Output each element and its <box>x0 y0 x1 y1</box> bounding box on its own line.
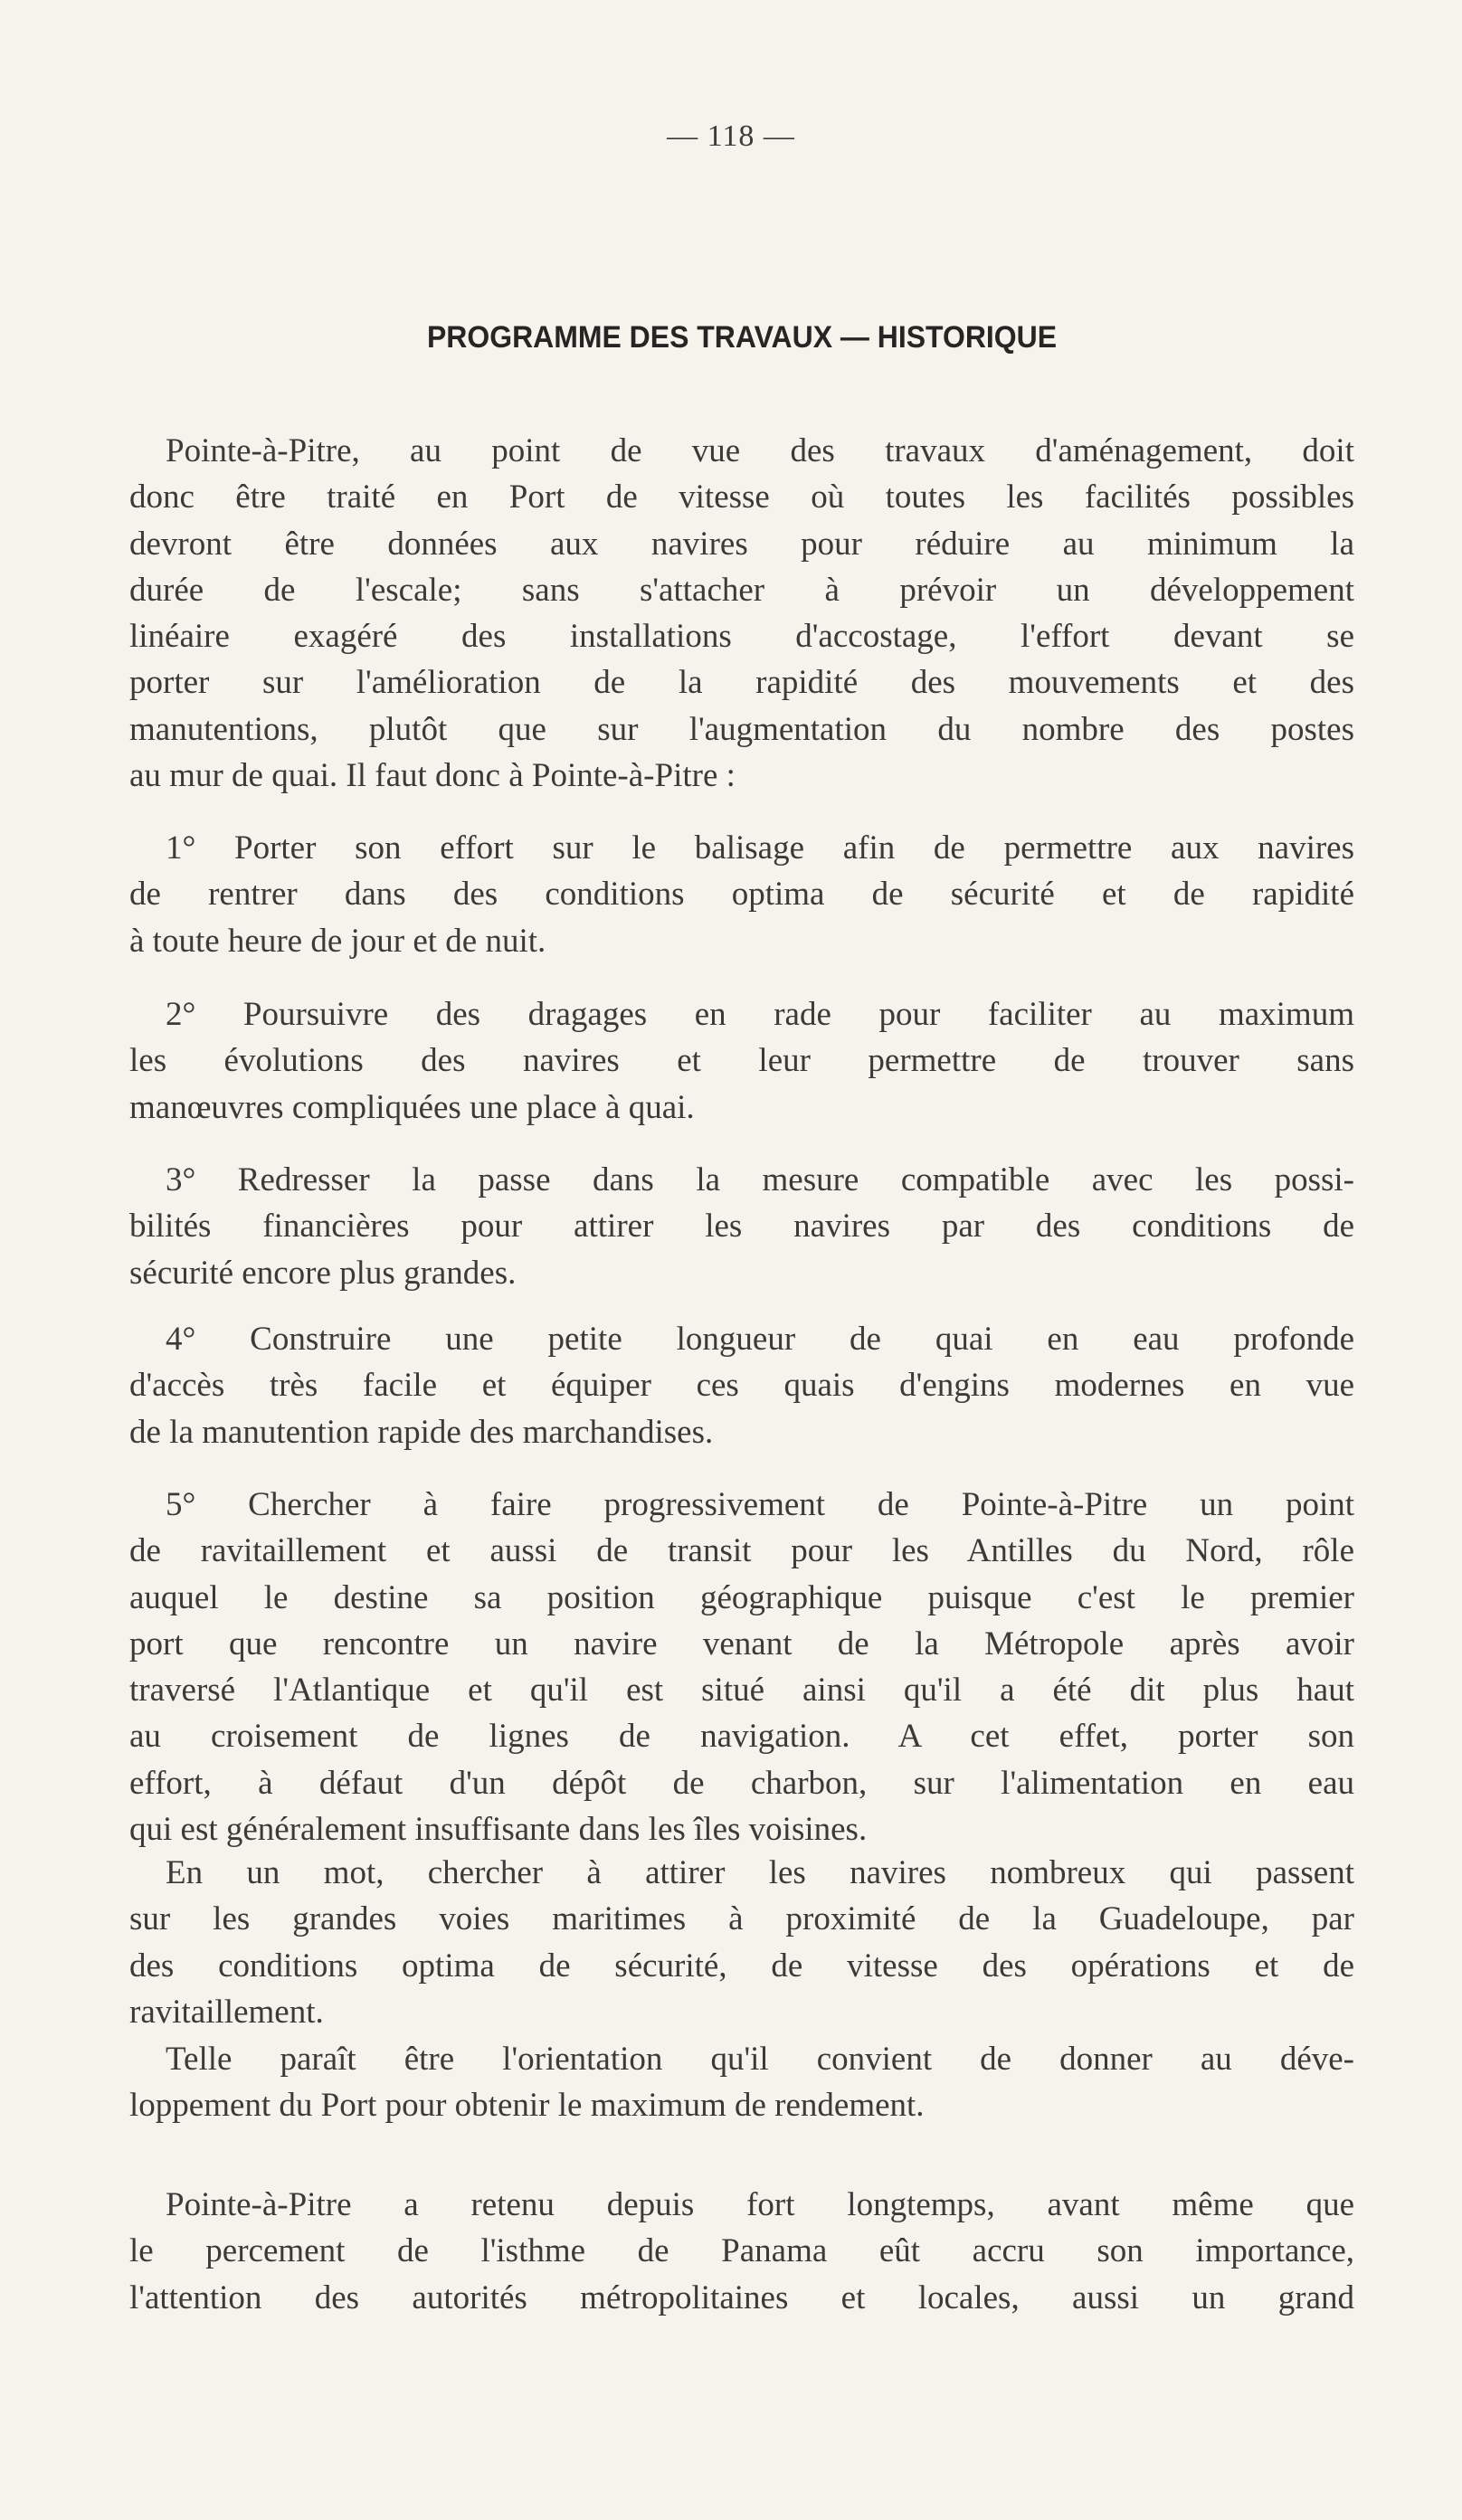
text-line: En un mot, chercher à attirer les navires nombreux qui passent <box>166 1854 1354 1891</box>
text-line: traversé l'Atlantique et qu'il est situé ainsi qu'il a été dit plus haut <box>129 1672 1354 1710</box>
paragraph <box>129 1316 1354 1455</box>
text-line: de rentrer dans des conditions optima de sécurité et de rapidité <box>129 876 1354 914</box>
paragraph <box>129 825 1354 964</box>
text-line: bilités financières pour attirer les navires par des conditions de <box>129 1208 1354 1246</box>
text-line: ravitaillement. <box>129 1993 324 2031</box>
text-line: les évolutions des navires et leur permettre de trouver sans <box>129 1042 1354 1080</box>
text-line: à toute heure de jour et de nuit. <box>129 922 546 960</box>
text-line: l'attention des autorités métropolitaines et locales, aussi un grand <box>129 2278 1354 2316</box>
text-line: d'accès très facile et équiper ces quais d'engins modernes en vue <box>129 1367 1354 1405</box>
paragraph <box>129 1482 1354 1852</box>
text-line: durée de l'escale; sans s'attacher à prévoir un développement <box>129 571 1354 609</box>
text-line: port que rencontre un navire venant de la Métropole après avoir <box>129 1625 1354 1663</box>
text-line: loppement du Port pour obtenir le maximum de rendement. <box>129 2087 925 2125</box>
paragraph <box>129 2182 1354 2321</box>
text-line: Telle paraît être l'orientation qu'il convient de donner au déve- <box>166 2041 1354 2078</box>
text-line: de la manutention rapide des marchandises. <box>129 1413 714 1451</box>
text-line: linéaire exagéré des installations d'accostage, l'effort devant se <box>129 618 1354 656</box>
text-line: porter sur l'amélioration de la rapidité des mouvements et des <box>129 664 1354 702</box>
text-line: donc être traité en Port de vitesse où toutes les facilités possibles <box>129 478 1354 516</box>
paragraph <box>129 991 1354 1131</box>
text-line: au mur de quai. Il faut donc à Pointe-à-Pitre : <box>129 757 736 795</box>
text-line: sécurité encore plus grandes. <box>129 1254 517 1292</box>
text-line: Pointe-à-Pitre a retenu depuis fort longtemps, avant même que <box>166 2186 1354 2223</box>
section-title: PROGRAMME DES TRAVAUX — HISTORIQUE <box>426 320 1058 355</box>
text-line: 3° Redresser la passe dans la mesure compatible avec les possi- <box>166 1161 1354 1198</box>
text-line: 5° Chercher à faire progressivement de Pointe-à-Pitre un point <box>166 1486 1354 1523</box>
text-line: 4° Construire une petite longueur de quai en eau profonde <box>166 1321 1354 1358</box>
text-line: Pointe-à-Pitre, au point de vue des travaux d'aménagement, doit <box>166 432 1354 469</box>
text-line: de ravitaillement et aussi de transit pour les Antilles du Nord, rôle <box>129 1532 1354 1570</box>
page-number: — 118 — <box>667 119 795 153</box>
paragraph <box>129 1157 1354 1296</box>
text-line: des conditions optima de sécurité, de vitesse des opérations et de <box>129 1947 1354 1985</box>
text-line: manœuvres compliquées une place à quai. <box>129 1088 695 1126</box>
paragraph <box>129 1850 1354 2035</box>
text-line: 2° Poursuivre des dragages en rade pour faciliter au maximum <box>166 996 1354 1033</box>
text-line: qui est généralement insuffisante dans les îles voisines. <box>129 1811 868 1849</box>
text-line: effort, à défaut d'un dépôt de charbon, sur l'alimentation en eau <box>129 1764 1354 1802</box>
text-line: auquel le destine sa position géographique puisque c'est le premier <box>129 1578 1354 1616</box>
paragraph <box>129 428 1354 799</box>
text-line: le percement de l'isthme de Panama eût accru son importance, <box>129 2232 1354 2270</box>
text-line: sur les grandes voies maritimes à proximité de la Guadeloupe, par <box>129 1900 1354 1938</box>
text-line: 1° Porter son effort sur le balisage afin de permettre aux navires <box>166 829 1354 867</box>
text-line: au croisement de lignes de navigation. A cet effet, porter son <box>129 1718 1354 1756</box>
paragraph <box>129 2036 1354 2129</box>
text-line: manutentions, plutôt que sur l'augmentation du nombre des postes <box>129 710 1354 748</box>
text-line: devront être données aux navires pour réduire au minimum la <box>129 525 1354 563</box>
